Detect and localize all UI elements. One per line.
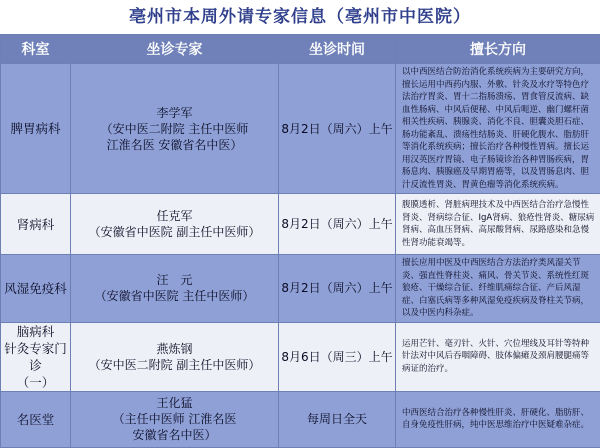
table-row <box>1 391 600 447</box>
expert-cell <box>71 255 279 323</box>
expert-title-line: （主任中医师 江淮名医 <box>71 411 278 427</box>
page-title: 亳州市本周外请专家信息（亳州市中医院） <box>0 0 600 34</box>
expert-name: 李学军 <box>71 105 278 121</box>
dept-cell <box>1 255 71 323</box>
expert-schedule-table <box>0 34 600 448</box>
expert-title-line: （安徽省中医院 副主任中医师） <box>71 224 278 240</box>
header-time: 坐诊时间 <box>279 35 396 64</box>
expert-title-line: （安徽省中医院 主任中医师） <box>71 288 278 304</box>
time-cell: 8月2日（周六）上午 <box>279 194 396 255</box>
expert-name: 汪 元 <box>71 272 278 288</box>
specialty-cell: 擅长应用中医及中西医结合方法治疗类风湿关节炎、强直性脊柱炎、痛风、骨关节炎、系统性红斑狼疮、干燥综合征、纤维肌痛综合征、产后风湿症、白塞氏病等多种风湿免疫疾病及脊柱关节病，以及中医内科杂症。 <box>396 255 600 323</box>
specialty-cell: 中西医结合治疗各种慢性肝炎、肝硬化、脂肪肝、自身免疫性肝病，纯中医思维治疗中医疑难杂症。 <box>396 391 600 447</box>
expert-name: 燕炼钢 <box>71 341 278 357</box>
time-cell: 每周日全天 <box>279 391 396 447</box>
table-header-row <box>1 35 600 64</box>
table-row <box>1 194 600 255</box>
time-cell: 8月2日（周六）上午 <box>279 64 396 194</box>
table-row <box>1 322 600 391</box>
header-specialty: 擅长方向 <box>396 35 600 64</box>
table-row <box>1 255 600 323</box>
dept-name: 脑病科 <box>1 323 70 340</box>
dept-cell <box>1 194 71 255</box>
specialty-cell: 腹膜透析、肾脏病理技术及中西医结合治疗急慢性肾炎、肾病综合征、IgA肾病、狼疮性肾炎、糖尿病肾病、高血压肾病、高尿酸肾病、尿路感染和急慢性肾功能衰竭等。 <box>396 194 600 255</box>
dept-name: （一） <box>1 374 70 391</box>
expert-cell <box>71 391 279 447</box>
specialty-cell: 以中西医结合防治消化系统疾病为主要研究方向，擅长运用中西药内服、外敷、针灸及水疗等特色疗法治疗胃炎、胃十二指肠溃疡、胃食管反流病、缺血性肠病、中风后便秘、中风后呃逆、幽门螺杆菌相关性疾病、胰腺炎、消化不良、胆囊炎胆石症、肠功能紊乱、溃疡性结肠炎、肝硬化腹水、脂肪肝等消化系统疾病；擅长治疗各种慢性胃病。擅长运用汉英医疗胃镜、电子肠镜诊治各种胃肠疾病，胃肠息肉、胰腺癌及早期胃癌等，以及胃肠息肉、胆汁反流性胃炎、胃黄色瘤等消化系统疾病。 <box>396 64 600 194</box>
expert-cell <box>71 64 279 194</box>
specialty-cell: 运用芒针、毫刃针、火针、穴位埋线及耳针等特种针法对中风后吞咽障碍、肢体偏瘫及颈肩腰腿痛等病证的治疗。 <box>396 322 600 391</box>
expert-name: 王化猛 <box>71 395 278 411</box>
expert-cell <box>71 194 279 255</box>
time-cell: 8月6日（周三）上午 <box>279 322 396 391</box>
dept-cell <box>1 64 71 194</box>
header-expert: 坐诊专家 <box>71 35 279 64</box>
expert-title-line: （安中医二附院 副主任中医师） <box>71 357 278 373</box>
expert-name: 任克军 <box>71 208 278 224</box>
expert-title-line: 江淮名医 安徽省名中医） <box>71 137 278 153</box>
dept-name: 脾胃病科 <box>1 120 70 137</box>
table-row <box>1 64 600 194</box>
dept-name: 针灸专家门诊 <box>1 340 70 374</box>
dept-name: 风湿免疫科 <box>1 280 70 297</box>
dept-cell <box>1 322 71 391</box>
dept-name: 肾病科 <box>1 216 70 233</box>
expert-title-line: 安徽省名中医） <box>71 427 278 443</box>
dept-cell <box>1 391 71 447</box>
expert-cell <box>71 322 279 391</box>
expert-title-line: （安中医二附院 主任中医师 <box>71 121 278 137</box>
time-cell: 8月2日（周六）上午 <box>279 255 396 323</box>
header-department: 科室 <box>1 35 71 64</box>
dept-name: 名医堂 <box>1 411 70 428</box>
